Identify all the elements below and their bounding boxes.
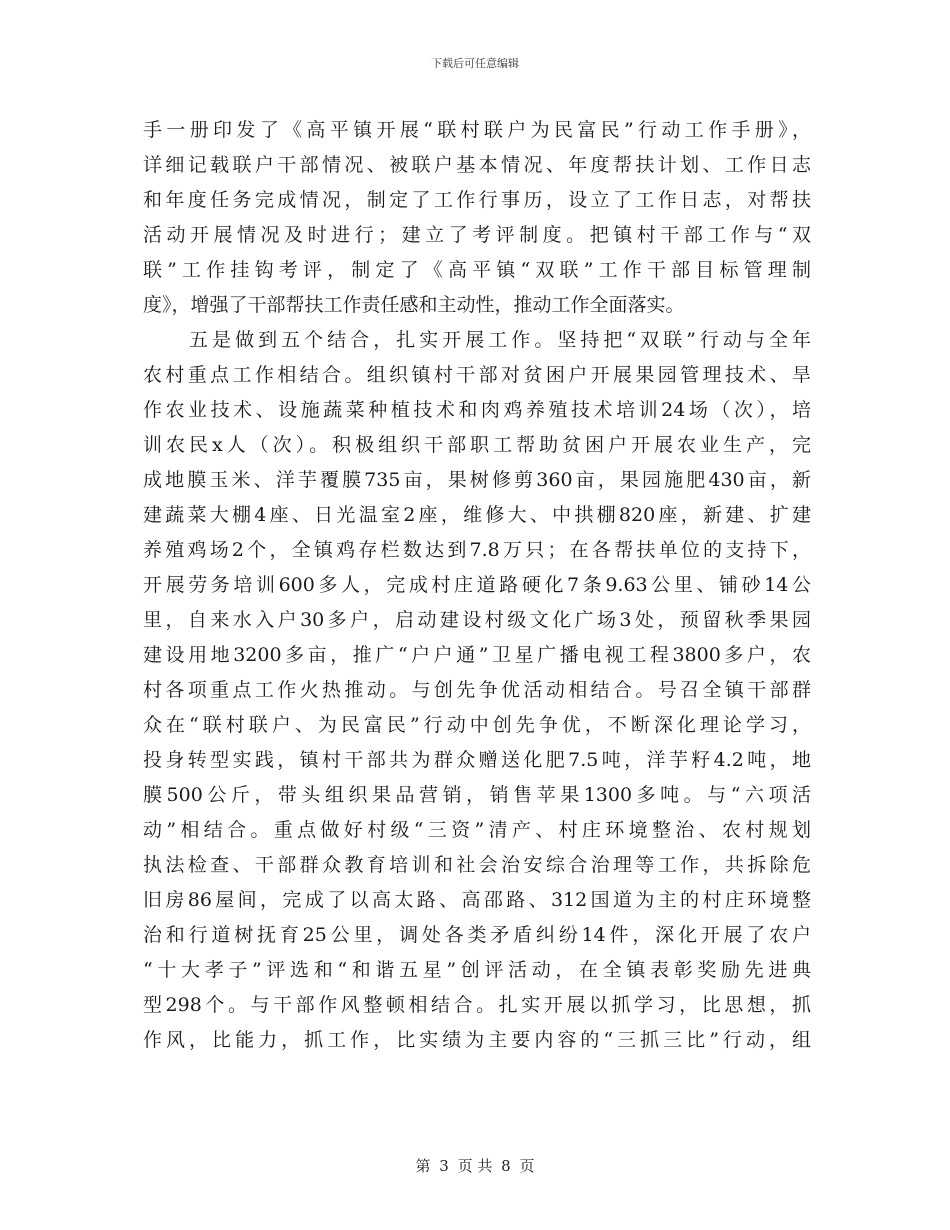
footer-page-current: 3 (439, 1157, 449, 1175)
body-line: 和年度任务完成情况，制定了工作行事历，设立了工作日志，对帮扶 (143, 189, 811, 211)
page-header (0, 55, 950, 71)
header-text: 下载后可任意编辑 (431, 57, 519, 70)
body-line-paragraph-start: 五是做到五个结合，扎实开展工作。坚持把“双联”行动与全年 (143, 329, 811, 351)
body-line: 详细记载联户干部情况、被联户基本情况、年度帮扶计划、工作日志 (143, 154, 811, 176)
body-line: 作风，比能力，抓工作，比实绩为主要内容的“三抓三比”行动，组 (143, 1029, 811, 1051)
body-line: 投身转型实践，镇村干部共为群众赠送化肥7.5吨，洋芋籽4.2吨，地 (143, 749, 811, 771)
body-line: 成地膜玉米、洋芋覆膜735亩，果树修剪360亩，果园施肥430亩，新 (143, 469, 811, 491)
body-line: 农村重点工作相结合。组织镇村干部对贫困户开展果园管理技术、旱 (143, 364, 811, 386)
body-line: 治和行道树抚育25公里，调处各类矛盾纠纷14件，深化开展了农户 (143, 924, 811, 946)
body-line-paragraph-end: 度》，增强了干部帮扶工作责任感和主动性，推动工作全面落实。 (143, 294, 685, 316)
body-line: 开展劳务培训600多人，完成村庄道路硬化7条9.63公里、铺砂14公 (143, 574, 811, 596)
footer-label-prefix: 第 (415, 1157, 431, 1175)
body-line: 执法检查、干部群众教育培训和社会治安综合治理等工作，共拆除危 (143, 854, 811, 876)
body-line: 训农民x人（次）。积极组织干部职工帮助贫困户开展农业生产，完 (143, 434, 811, 456)
body-line: 众在“联村联户、为民富民”行动中创先争优，不断深化理论学习， (143, 714, 811, 736)
body-line: 活动开展情况及时进行；建立了考评制度。把镇村干部工作与“双 (143, 224, 811, 246)
body-line: 旧房86屋间，完成了以高太路、高邵路、312国道为主的村庄环境整 (143, 889, 811, 911)
footer-label-suffix: 页 (519, 1157, 535, 1175)
body-line: 养殖鸡场2个，全镇鸡存栏数达到7.8万只；在各帮扶单位的支持下， (143, 539, 811, 561)
footer-label-mid: 页 共 (457, 1157, 493, 1175)
body-line: 型298个。与干部作风整顿相结合。扎实开展以抓学习，比思想，抓 (143, 994, 811, 1016)
body-line: 动”相结合。重点做好村级“三资”清产、村庄环境整治、农村规划 (143, 819, 811, 841)
body-line: 膜500公斤，带头组织果品营销，销售苹果1300多吨。与“六项活 (143, 784, 811, 806)
body-line: 手一册印发了《高平镇开展“联村联户为民富民”行动工作手册》， (143, 119, 811, 141)
document-body (143, 113, 811, 1058)
body-line: 里，自来水入户30多户，启动建设村级文化广场3处，预留秋季果园 (143, 609, 811, 631)
body-line: 作农业技术、设施蔬菜种植技术和肉鸡养殖技术培训24场（次），培 (143, 399, 811, 421)
body-line: 联”工作挂钩考评，制定了《高平镇“双联”工作干部目标管理制 (143, 259, 811, 281)
footer-page-total: 8 (501, 1157, 511, 1175)
body-line: 建蔬菜大棚4座、日光温室2座，维修大、中拱棚820座，新建、扩建 (143, 504, 811, 526)
body-line: 建设用地3200多亩，推广“户户通”卫星广播电视工程3800多户，农 (143, 644, 811, 666)
body-line: “十大孝子”评选和“和谐五星”创评活动，在全镇表彰奖励先进典 (143, 959, 811, 981)
body-line: 村各项重点工作火热推动。与创先争优活动相结合。号召全镇干部群 (143, 679, 811, 701)
page-footer (0, 1155, 950, 1176)
